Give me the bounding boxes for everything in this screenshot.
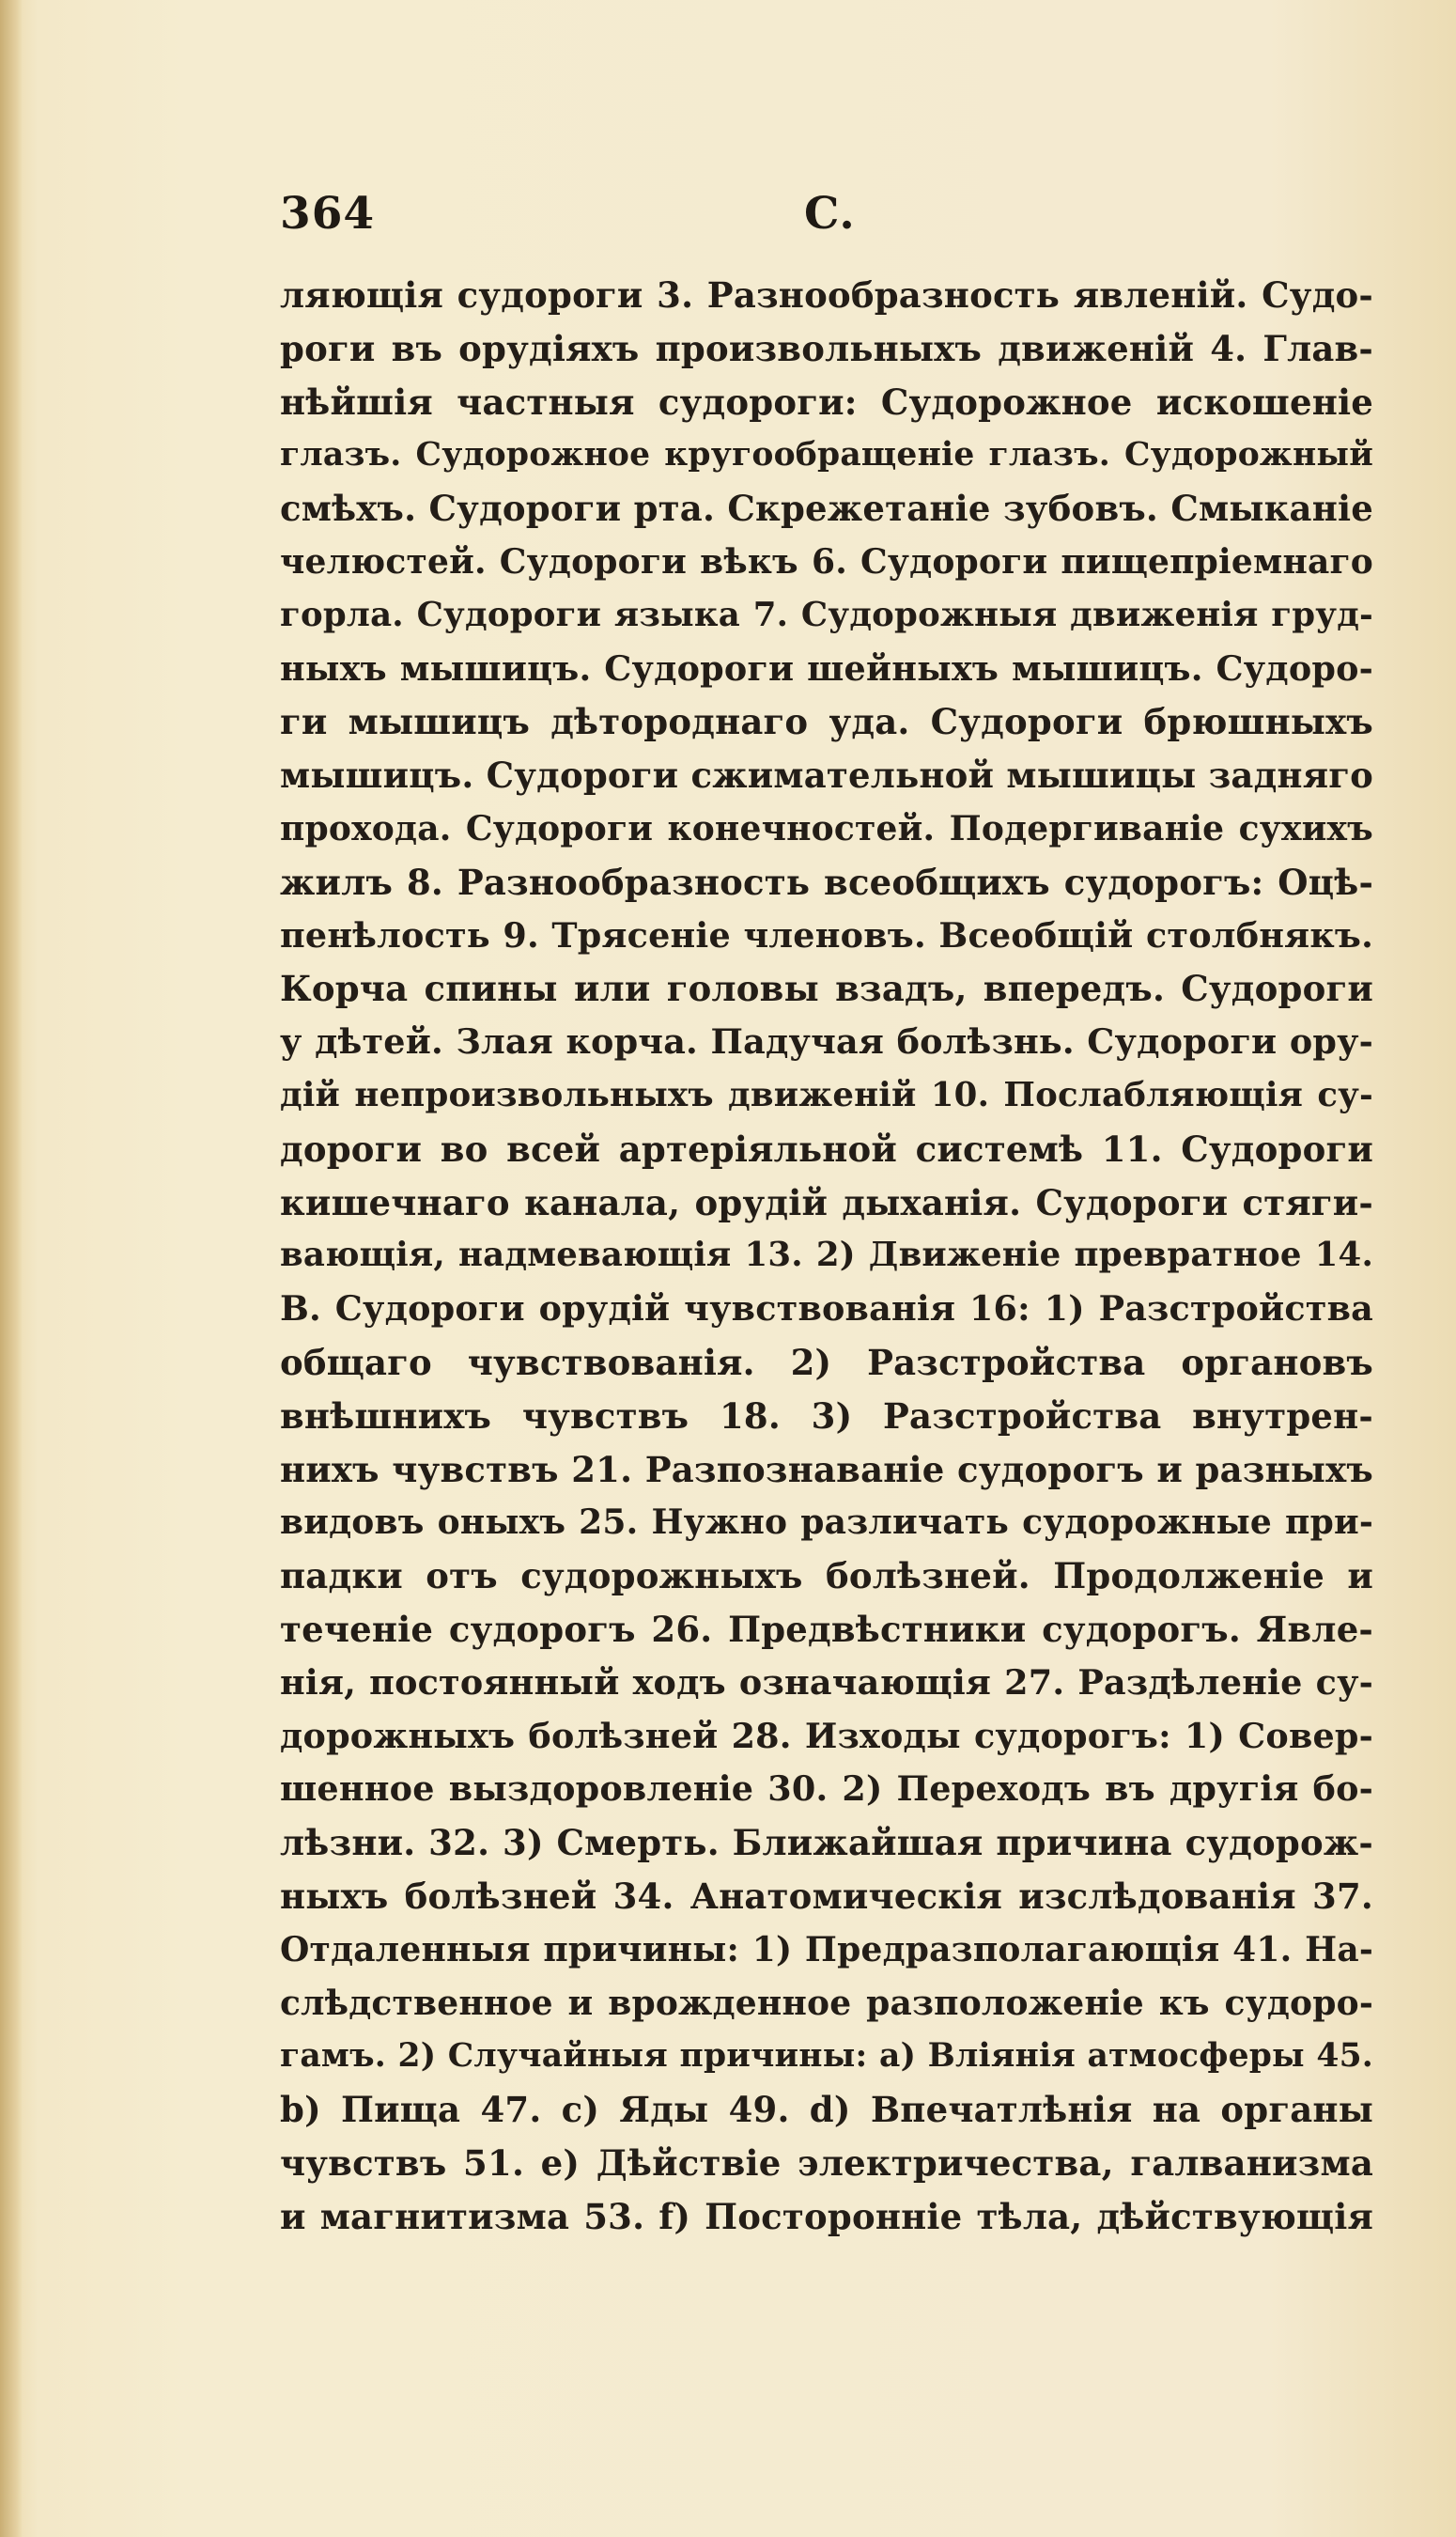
text-line: падки отъ судорожныхъ болѣзней. Продолженіе и bbox=[280, 1555, 1373, 1597]
text-line: внѣшнихъ чувствъ 18. 3) Разстройства внутрен- bbox=[280, 1394, 1373, 1437]
text-line: ги мышицъ дѣтороднаго уда. Судороги брюшныхъ bbox=[280, 701, 1373, 743]
text-line: у дѣтей. Злая корча. Падучая болѣзнь. Судороги ору- bbox=[280, 1021, 1373, 1063]
text-line: лѣзни. 32. 3) Смерть. Ближайшая причина судорож- bbox=[280, 1822, 1373, 1864]
text-line: Отдаленныя причины: 1) Предразполагающія 41. На- bbox=[280, 1929, 1373, 1969]
text-line: нихъ чувствъ 21. Разпознаваніе судорогъ и разныхъ bbox=[280, 1448, 1373, 1490]
text-line: прохода. Судороги конечностей. Подергиваніе сухихъ bbox=[280, 808, 1373, 848]
text-line: глазъ. Судорожное кругообращеніе глазъ. Судорожный bbox=[280, 436, 1373, 475]
text-line: роги въ орудіяхъ произвольныхъ движеній 4. Глав- bbox=[280, 327, 1373, 369]
text-line: чувствъ 51. e) Дѣйствіе электричества, галванизма bbox=[280, 2141, 1373, 2184]
text-line: пенѣлость 9. Трясеніе членовъ. Всеобщій столбнякъ. bbox=[280, 914, 1373, 956]
text-line: жилъ 8. Разнообразность всеобщихъ судорогъ: Оцѣ- bbox=[280, 861, 1373, 903]
text-line: смѣхъ. Судороги рта. Скрежетаніе зубовъ. Смыканіе bbox=[280, 488, 1373, 530]
text-line: нѣйшія частныя судороги: Судорожное искошеніе bbox=[280, 381, 1373, 423]
body-text bbox=[280, 269, 1373, 2243]
text-line: мышицъ. Судороги сжимательной мышицы задняго bbox=[280, 755, 1373, 797]
text-line: теченіе судорогъ 26. Предвѣстники судорогъ. Явле- bbox=[280, 1608, 1373, 1650]
text-line: кишечнаго канала, орудій дыханія. Судороги стяги- bbox=[280, 1181, 1373, 1223]
text-line: дороги во всей артеріяльной системѣ 11. Судороги bbox=[280, 1128, 1373, 1170]
text-line: гамъ. 2) Случайныя причины: a) Вліянія атмосферы 45. bbox=[280, 2037, 1373, 2076]
text-line: нія, постоянный ходъ означающія 27. Раздѣленіе су- bbox=[280, 1661, 1373, 1703]
page-left-edge bbox=[0, 0, 23, 2537]
page-header bbox=[280, 188, 1371, 254]
text-line: видовъ оныхъ 25. Нужно различать судорожные при- bbox=[280, 1502, 1373, 1543]
text-line: вающія, надмевающія 13. 2) Движеніе превратное 14. bbox=[280, 1236, 1373, 1275]
page-number: 364 bbox=[280, 188, 376, 240]
text-line: Корча спины или головы взадъ, впередъ. Судороги bbox=[280, 968, 1373, 1010]
text-line: ляющія судороги 3. Разнообразность явленій. Судо- bbox=[280, 274, 1373, 316]
text-line: общаго чувствованія. 2) Разстройства органовъ bbox=[280, 1341, 1373, 1383]
text-line: шенное выздоровленіе 30. 2) Переходъ въ другія бо- bbox=[280, 1768, 1373, 1810]
text-line: челюстей. Судороги вѣкъ 6. Судороги пищепріемнаго bbox=[280, 541, 1373, 582]
text-line: дорожныхъ болѣзней 28. Изходы судорогъ: 1) Совер- bbox=[280, 1715, 1373, 1756]
text-line: дій непроизвольныхъ движеній 10. Послабляющія су- bbox=[280, 1075, 1373, 1114]
text-line: слѣдственное и врожденное разположеніе къ судоро- bbox=[280, 1983, 1373, 2023]
text-line: b) Пища 47. c) Яды 49. d) Впечатлѣнія на органы bbox=[280, 2089, 1373, 2131]
text-line: и магнитизма 53. f) Посторонніе тѣла, дѣйствующія bbox=[280, 2195, 1373, 2237]
text-line: В. Судороги орудій чувствованія 16: 1) Разстройства bbox=[280, 1288, 1373, 1330]
text-line: ныхъ болѣзней 34. Анатомическія изслѣдованія 37. bbox=[280, 1875, 1373, 1917]
text-line: ныхъ мышицъ. Судороги шейныхъ мышицъ. Судоро- bbox=[280, 647, 1373, 689]
running-head: С. bbox=[804, 188, 855, 240]
text-line: горла. Судороги языка 7. Судорожныя движенія груд- bbox=[280, 595, 1373, 634]
